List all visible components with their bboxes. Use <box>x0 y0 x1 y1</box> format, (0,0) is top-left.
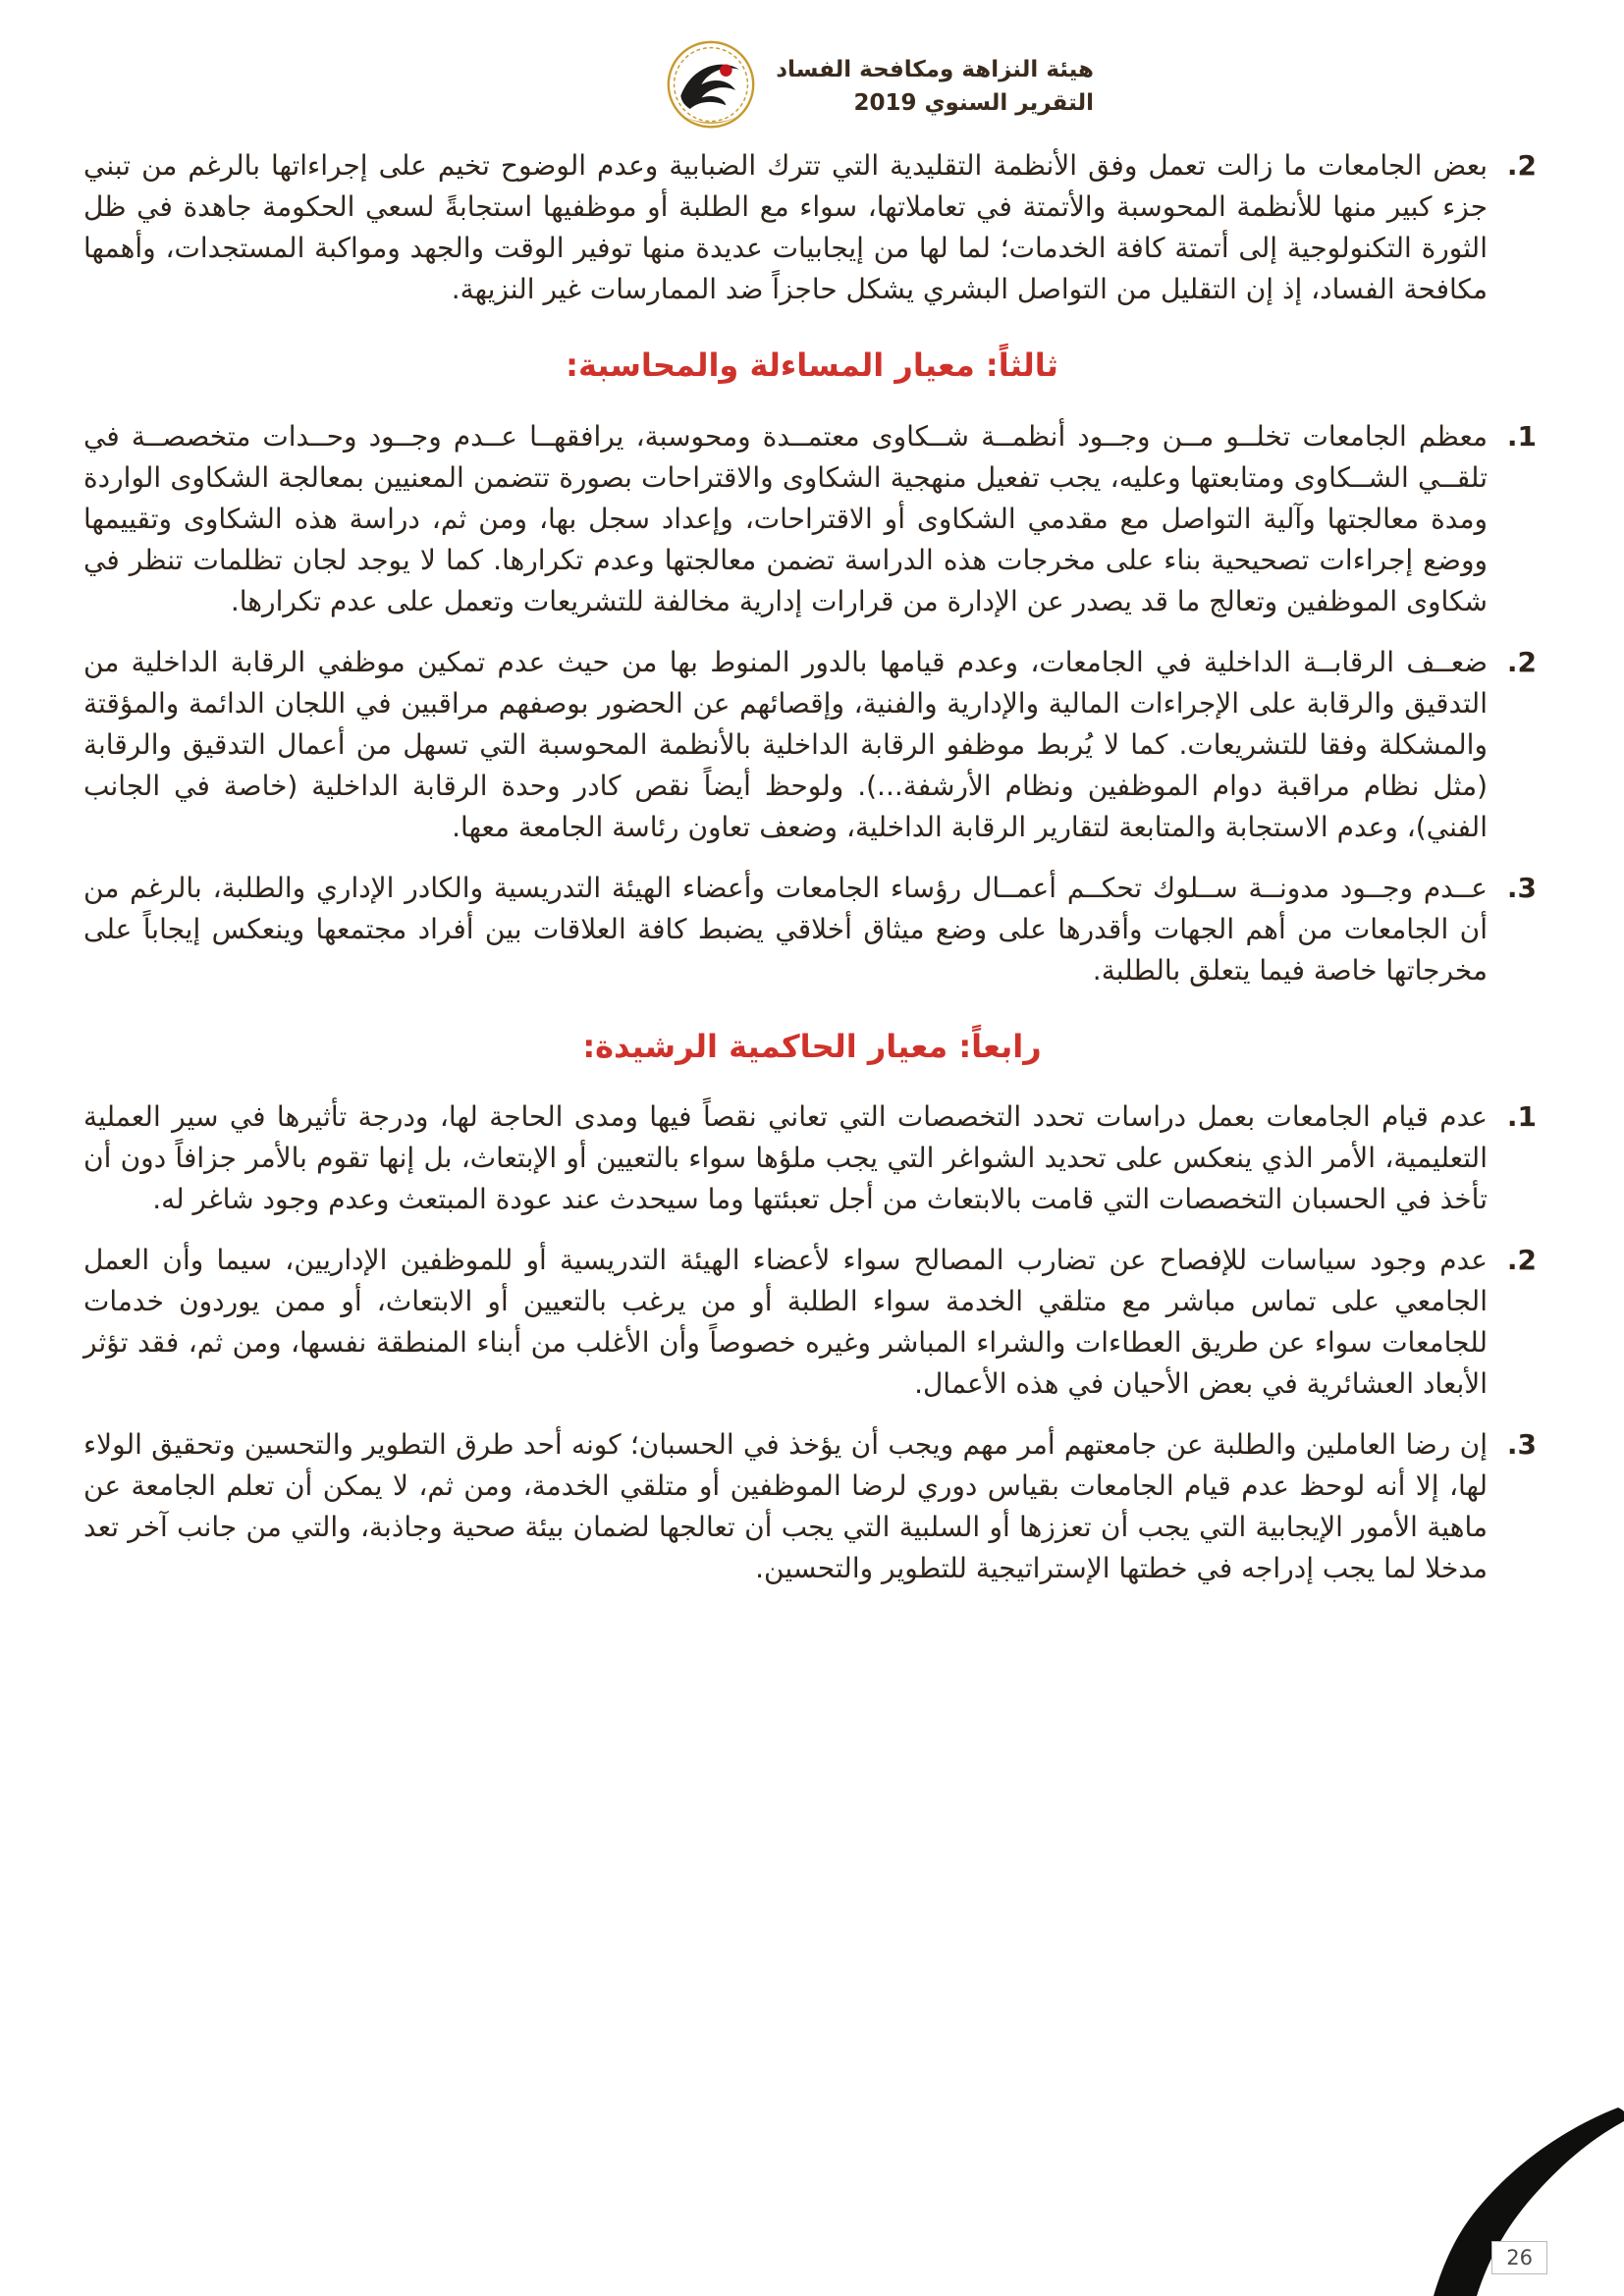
list-item <box>83 1424 1541 1589</box>
page-header <box>664 39 1094 133</box>
list-item <box>83 1240 1541 1405</box>
list-item <box>83 868 1541 991</box>
list-item-text: عدم قيام الجامعات بعمل دراسات تحدد التخصصات التي تعاني نقصاً فيها ومدى الحاجة لها، ودرجة تأثيرها في سير العملية التعليمية، الأمر الذي ينعكس على تحديد الشواغر التي يجب ملؤها سواء بالتعيين أو الإبتعاث، بل إنها تقوم بالأمر جزافاً دون أن تأخذ في الحسبان التخصصات التي قامت بالابتعاث من أجل تعبئتها وما سيحدث عند عودة المبتعث وعدم وجود شاغر له. <box>83 1100 1488 1216</box>
list-item-number: 1. <box>1506 419 1537 453</box>
section-accountability-standard <box>83 346 1541 991</box>
report-title: التقرير السنوي 2019 <box>853 90 1094 116</box>
list-item <box>83 642 1541 848</box>
list-item-text: عــدم وجــود مدونــة ســلوك تحكــم أعمــال رؤساء الجامعات وأعضاء الهيئة التدريسية والكادر الإداري والطلبة، بالرغم من أن الجامعات من أهم الجهات وأقدرها على وضع ميثاق أخلاقي يضبط كافة العلاقات بين أفراد مجتمعها وينعكس إيجاباً على مخرجاتها خاصة فيما يتعلق بالطلبة. <box>83 871 1488 987</box>
section-heading-governance: رابعاً: معيار الحاكمية الرشيدة: <box>582 1027 1042 1065</box>
list-item-number: 3. <box>1506 871 1537 904</box>
list-item-text: بعض الجامعات ما زالت تعمل وفق الأنظمة التقليدية التي تترك الضبابية وعدم الوضوح تخيم على إجراءاتها بالرغم من تبني جزء كبير منها للأنظمة المحوسبة والأتمتة في تعاملاتها، سواء مع الطلبة أو موظفيها استجابةً لسعي الحكومة جاهدة في ظل الثورة التكنولوجية إلى أتمتة كافة الخدمات؛ لما لها من إيجابيات عديدة منها توفير الوقت والجهد ومواكبة المستجدات، وأهمها مكافحة الفساد، إذ إن التقليل من التواصل البشري يشكل حاجزاً ضد الممارسات غير النزيهة. <box>83 149 1488 305</box>
list-item <box>83 416 1541 622</box>
header-text-block <box>776 53 1094 121</box>
commission-emblem-icon <box>664 39 758 133</box>
list-item-number: 2. <box>1506 149 1537 182</box>
list-item <box>83 1096 1541 1220</box>
list-item-number: 2. <box>1506 1244 1537 1277</box>
list-item-number: 1. <box>1506 1100 1537 1134</box>
list-item-text: إن رضا العاملين والطلبة عن جامعتهم أمر مهم ويجب أن يؤخذ في الحسبان؛ كونه أحد طرق التطوير والتحسين وتحقيق الولاء لها، إلا أنه لوحظ عدم قيام الجامعات بقياس دوري لرضا الموظفين أو متلقي الخدمة، ومن ثم، لا يمكن أن تعلم الجامعة عن ماهية الأمور الإيجابية التي يجب أن تعززها أو السلبية التي يجب أن تعالجها لضمان بيئة صحية وجاذبة، والتي من جانب آخر تعد مدخلا لما يجب إدراجه في خطتها الإستراتيجية للتطوير والتحسين. <box>83 1428 1488 1585</box>
organization-name: هيئة النزاهة ومكافحة الفساد <box>776 56 1094 82</box>
section-governance-standard <box>83 1027 1541 1590</box>
list-item-text: معظم الجامعات تخلــو مــن وجــود أنظمــة شــكاوى معتمــدة ومحوسبة، يرافقهــا عــدم وجــود وحــدات متخصصــة في تلقــي الشــكاوى ومتابعتها وعليه، يجب تفعيل منهجية الشكاوى والاقتراحات بصورة تتضمن المعنيين بمعالجة الشكاوى الواردة ومدة معالجتها وآلية التواصل مع مقدمي الشكاوى أو الاقتراحات، وإعداد سجل بها، ومن ثم، دراسة هذه الشكاوى وتقييمها ووضع إجراءات تصحيحية بناء على مخرجات هذه الدراسة تضمن معالجتها وعدم تكرارها. كما لا يوجد لجان تظلمات تنظر في شكاوى الموظفين وتعالج ما قد يصدر عن الإدارة من قرارات إدارية مخالفة للتشريعات وتعمل على عدم تكرارها. <box>83 419 1488 617</box>
list-item-number: 2. <box>1506 645 1537 678</box>
list-item-number: 3. <box>1506 1428 1537 1462</box>
list-item <box>83 145 1541 310</box>
list-item-text: ضعــف الرقابــة الداخلية في الجامعات، وعدم قيامها بالدور المنوط بها من حيث عدم تمكين موظفي الرقابة الداخلية من التدقيق والرقابة على الإجراءات المالية والإدارية والفنية، وإقصائهم عن الحضور بوصفهم مراقبين في اللجان الدائمة والمؤقتة والمشكلة وفقا للتشريعات. كما لا يُربط موظفو الرقابة الداخلية بالأنظمة المحوسبة التي تسهل من أعمال التدقيق والرقابة (مثل نظام مراقبة دوام الموظفين ونظام الأرشفة...). ولوحظ أيضاً نقص كادر وحدة الرقابة الداخلية (خاصة في الجانب الفني)، وعدم الاستجابة والمتابعة لتقارير الرقابة الداخلية، وضعف تعاون رئاسة الجامعة معها. <box>83 645 1488 843</box>
document-body <box>83 145 1541 1609</box>
list-item-text: عدم وجود سياسات للإفصاح عن تضارب المصالح سواء لأعضاء الهيئة التدريسية أو للموظفين الإداريين، سيما وأن العمل الجامعي على تماس مباشر مع متلقي الخدمة سواء الطلبة أو من يرغب بالتعيين أو الابتعاث، أو ممن يوردون خدمات للجامعات سواء عن طريق العطاءات والشراء المباشر وغيره خصوصاً وأن الأغلب من أبناء المنطقة نفسها، ومن ثم، فقد تؤثر الأبعاد العشائرية في بعض الأحيان في هذه الأعمال. <box>83 1244 1488 1401</box>
section-heading-accountability: ثالثاً: معيار المساءلة والمحاسبة: <box>566 347 1058 384</box>
section-continued-list <box>83 145 1541 310</box>
page-number: 26 <box>1491 2241 1547 2274</box>
